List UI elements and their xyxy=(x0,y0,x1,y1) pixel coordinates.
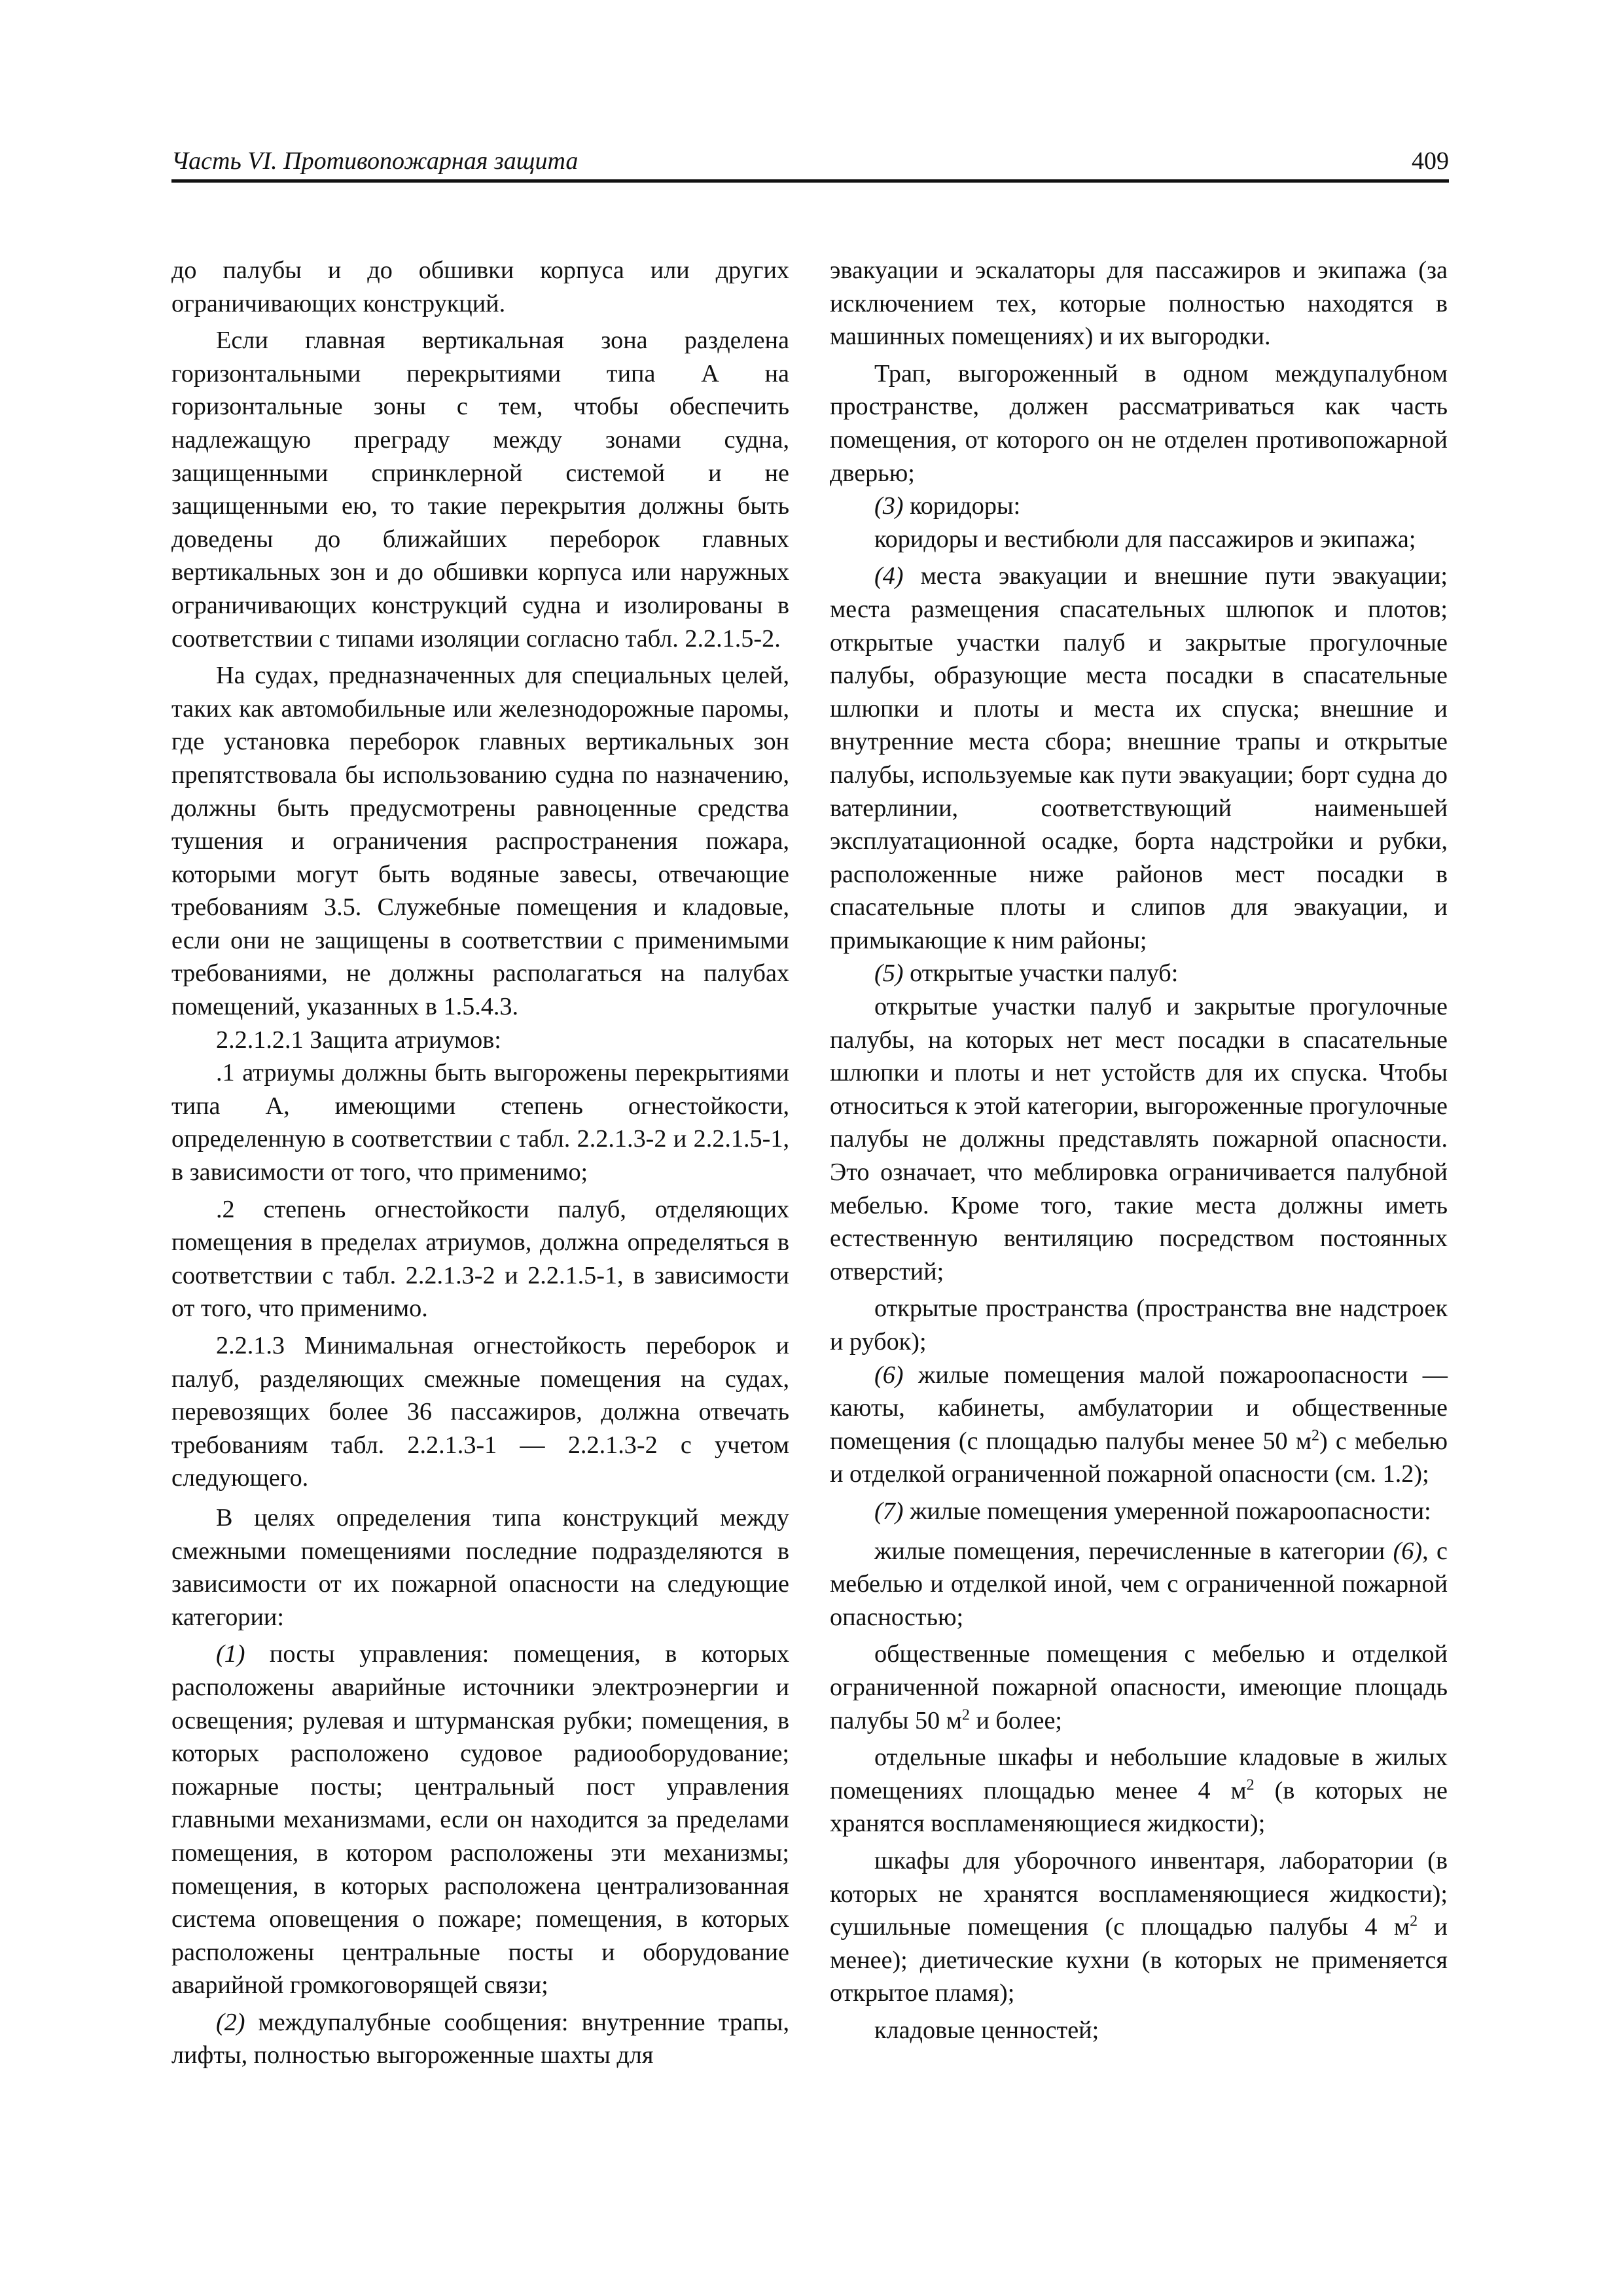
paragraph-text: жилые помещения, перечисленные в категории xyxy=(874,1537,1393,1565)
category-reference: (6) xyxy=(1393,1537,1423,1565)
paragraph: В целях определения типа конструкций между смежными помещениями последние подразделяются в зависимости от их пожарной опасности на следующие категории: xyxy=(171,1503,789,1631)
category-marker: (5) xyxy=(874,960,904,988)
superscript: 2 xyxy=(961,1706,970,1723)
category-marker: (7) xyxy=(874,1497,904,1525)
category-text: места эвакуации и внешние пути эвакуации; места размещения спасательных шлюпок и плотов; открытые участки палуб и закрытые прогулочные палубы, образующие места посадки в спасательные шлюпки и плоты и места их спуска; внешние и внутренние места сбора; внешние трапы и открытые палубы, используемые как пути эвакуации; борт судна до ватерлинии, соответствующий наименьшей эксплуатационной осадке, борта надстройки и рубки, расположенные ниже районов мест посадки в спасательные плоты и слипов для эвакуации, и примыкающие к ним районы; xyxy=(830,562,1448,954)
running-title: Часть VI. Противопожарная защита xyxy=(171,147,579,175)
paragraph: коридоры и вестибюли для пассажиров и экипажа; xyxy=(874,525,1416,553)
paragraph-text: отдельные шкафы и небольшие кладовые в жилых помещениях площадью менее 4 м xyxy=(830,1744,1448,1804)
category-marker: (2) xyxy=(216,2008,245,2036)
category-text: ) с мебелью и отделкой ограниченной пожарной опасности (см. 1.2); xyxy=(830,1427,1448,1488)
section-heading: 2.2.1.2.1 Защита атриумов: xyxy=(216,1026,501,1054)
paragraph: кладовые ценностей; xyxy=(874,2016,1099,2044)
paragraph-text: и менее); диетические кухни (в которых не применяется открытое пламя); xyxy=(830,1913,1448,2007)
superscript: 2 xyxy=(1246,1776,1255,1793)
page-number: 409 xyxy=(1412,147,1449,175)
list-item: .1 атриумы должны быть выгорожены перекрытиями типа А, имеющими степень огнестойкости, определенную в соответствии с табл. 2.2.1.3-2 и 2.2.1.5-1, в зависимости от того, что применимо; xyxy=(171,1059,789,1187)
paragraph-text: (в которых не хранятся воспламеняющиеся жидкости); xyxy=(830,1776,1448,1838)
paragraph-text: и более; xyxy=(969,1706,1063,1734)
category-text: жилые помещения малой пожароопасности — каюты, кабинеты, амбулатории и общественные помещения (с площадью палубы менее 50 м xyxy=(830,1361,1448,1455)
category-marker: (4) xyxy=(874,562,904,590)
category-item xyxy=(830,560,1448,957)
list-item: .2 степень огнестойкости палуб, отделяющих помещения в пределах атриумов, должна определяться в соответствии с табл. 2.2.1.3-2 и 2.2.1.5-1, в зависимости от того, что применимо. xyxy=(171,1195,789,1323)
category-item xyxy=(830,490,1448,523)
category-text: жилые помещения умеренной пожароопасности: xyxy=(903,1497,1431,1525)
category-item xyxy=(830,957,1448,990)
category-item xyxy=(171,2006,789,2072)
category-text: открытые участки палуб: xyxy=(903,960,1179,988)
paragraph: 2.2.1.3 Минимальная огнестойкость переборок и палуб, разделяющих смежные помещения на судах, перевозящих более 36 пассажиров, должна отвечать требованиям табл. 2.2.1.3-1 — 2.2.1.3-2 с учетом следующего. xyxy=(171,1332,789,1492)
category-marker: (1) xyxy=(216,1640,245,1668)
category-text: коридоры: xyxy=(903,492,1021,520)
paragraph xyxy=(830,1741,1448,1840)
page-header xyxy=(171,145,1449,183)
right-column xyxy=(830,254,1448,2047)
paragraph xyxy=(830,1535,1448,1634)
superscript: 2 xyxy=(1410,1912,1418,1930)
paragraph-text: , с мебелью и отделкой иной, чем с ограниченной пожарной опасностью; xyxy=(830,1537,1448,1631)
paragraph-text: шкафы для уборочного инвентаря, лаборатории (в которых не хранятся воспламеняющиеся жидкости); сушильные помещения (с площадью палубы 4 м xyxy=(830,1846,1448,1941)
category-item xyxy=(830,1495,1448,1528)
category-marker: (6) xyxy=(874,1361,904,1389)
paragraph xyxy=(830,1844,1448,2010)
paragraph: На судах, предназначенных для специальных целей, таких как автомобильные или железнодорожные паромы, где установка переборок главных вертикальных зон препятствовала бы использованию судна по назначению, должны быть предусмотрены равноценные средства тушения и ограничения распространения пожара, которыми могут быть водяные завесы, отвечающие требованиям 3.5. Служебные помещения и кладовые, если они не защищены в соответствии с применимыми требованиями, не должны располагаться на палубах помещений, указанных в 1.5.4.3. xyxy=(171,662,789,1021)
paragraph-text: общественные помещения с мебелью и отделкой ограниченной пожарной опасности, имеющие площадь палубы 50 м xyxy=(830,1640,1448,1734)
paragraph: Трап, выгороженный в одном междупалубном пространстве, должен рассматриваться как часть помещения, от которого он не отделен противопожарной дверью; xyxy=(830,359,1448,487)
paragraph: эвакуации и эскалаторы для пассажиров и экипажа (за исключением тех, которые полностью находятся в машинных помещениях) и их выгородки. xyxy=(830,257,1448,351)
category-item xyxy=(830,1359,1448,1491)
category-text: междупалубные сообщения: внутренние трапы, лифты, полностью выгороженные шахты для xyxy=(171,2008,789,2070)
superscript: 2 xyxy=(1311,1427,1319,1444)
paragraph: до палубы и до обшивки корпуса или других ограничивающих конструкций. xyxy=(171,257,789,317)
paragraph: открытые пространства (пространства вне надстроек и рубок); xyxy=(830,1295,1448,1355)
category-text: посты управления: помещения, в которых расположены аварийные источники электроэнергии и освещения; рулевая и штурманская рубки; помещения, в которых расположено судовое радиооборудование; пожарные посты; центральный пост управления главными механизмами, если он находится за пределами помещения, в котором расположены эти механизмы; помещения, в которых расположена централизованная система оповещения о пожаре; помещения, в которых расположены центральные посты и оборудование аварийной громкоговорящей связи; xyxy=(171,1640,789,2000)
paragraph xyxy=(830,1638,1448,1737)
category-item xyxy=(171,1638,789,2002)
paragraph: открытые участки палуб и закрытые прогулочные палубы, на которых нет мест посадки в спасательные шлюпки и плоты и нет устойств для их спуска. Чтобы относиться к этой категории, выгороженные прогулочные палубы не должны представлять пожарной опасности. Это означает, что меблировка ограничивается палубной мебелью. Кроме того, такие места должны иметь естественную вентиляцию посредством постоянных отверстий; xyxy=(830,993,1448,1285)
paragraph: Если главная вертикальная зона разделена горизонтальными перекрытиями типа А на горизонтальные зоны с тем, чтобы обеспечить надлежащую преграду между зонами судна, защищенными спринклерной системой и не защищенными ею, то такие перекрытия должны быть доведены до ближайших переборок главных вертикальных зон и до обшивки корпуса или наружных ограничивающих конструкций судна и изолированы в соответствии с типами изоляции согласно табл. 2.2.1.5-2. xyxy=(171,327,789,653)
left-column xyxy=(171,254,789,2072)
category-marker: (3) xyxy=(874,492,904,520)
